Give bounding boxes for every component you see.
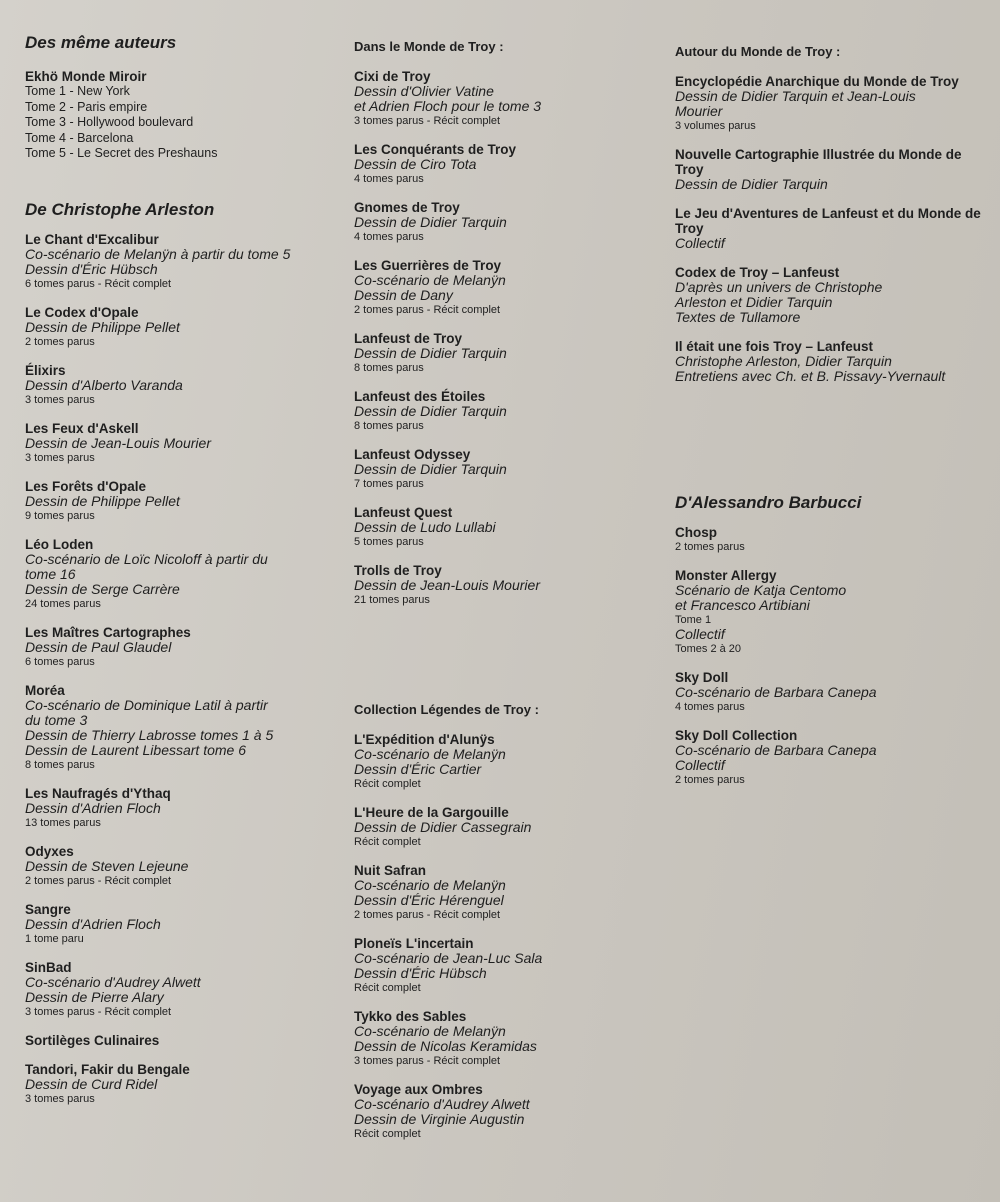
credit-line: Dessin d'Éric Cartier	[354, 761, 482, 777]
book-entry	[354, 505, 664, 549]
section-heading: Dans le Monde de Troy :	[354, 39, 504, 54]
volume-status: 4 tomes parus	[354, 173, 424, 185]
book-title: Le Chant d'Excalibur	[25, 232, 159, 247]
volume-status: 21 tomes parus	[354, 594, 430, 606]
book-title: Sortilèges Culinaires	[25, 1033, 160, 1048]
book-entry	[354, 447, 664, 491]
book-title: Monster Allergy	[675, 568, 777, 583]
book-entry	[25, 902, 345, 946]
credit-line: Co-scénario d'Audrey Alwett	[354, 1096, 530, 1112]
book-entry	[675, 74, 990, 133]
credit-line: Dessin de Philippe Pellet	[25, 319, 180, 335]
book-title: Nuit Safran	[354, 863, 427, 878]
book-entry	[25, 625, 345, 669]
book-title: Sky Doll Collection	[675, 728, 798, 743]
credit-line: Dessin de Philippe Pellet	[25, 493, 180, 509]
book-entry	[25, 421, 345, 465]
book-title: L'Heure de la Gargouille	[354, 805, 509, 820]
book-entry	[675, 670, 990, 714]
volume-status: Récit complet	[354, 1128, 421, 1140]
credit-line: Co-scénario d'Audrey Alwett	[25, 974, 201, 990]
book-title: Lanfeust Quest	[354, 505, 453, 520]
credit-line: Entretiens avec Ch. et B. Pissavy-Yvernault	[675, 368, 946, 384]
book-title: Les Maîtres Cartographes	[25, 625, 191, 640]
book-entry	[675, 206, 990, 251]
section-barbucci	[675, 493, 990, 801]
book-title: Encyclopédie Anarchique du Monde de Troy	[675, 74, 959, 89]
series-title: Ekhö Monde Miroir	[25, 69, 147, 84]
credit-line: Dessin de Didier Tarquin et Jean-Louis	[675, 88, 916, 104]
volume-status: 13 tomes parus	[25, 817, 101, 829]
volume-status: 4 tomes parus	[354, 231, 424, 243]
book-entry	[25, 479, 345, 523]
credit-line: Dessin de Didier Tarquin	[354, 345, 507, 361]
credit-line: Dessin de Jean-Louis Mourier	[25, 435, 211, 451]
credit-line: Dessin d'Éric Hübsch	[25, 261, 158, 277]
volume-status: 3 tomes parus	[25, 452, 95, 464]
book-entry	[25, 232, 345, 291]
book-title: Cixi de Troy	[354, 69, 431, 84]
credit-line: Scénario de Katja Centomo	[675, 582, 847, 598]
book-title: Codex de Troy – Lanfeust	[675, 265, 840, 280]
book-entry	[354, 200, 664, 244]
book-title: Il était une fois Troy – Lanfeust	[675, 339, 874, 354]
volume-status: 1 tome paru	[25, 933, 84, 945]
book-title: Odyxes	[25, 844, 74, 859]
volume-status: 3 tomes parus - Récit complet	[25, 1006, 172, 1018]
book-title: Le Codex d'Opale	[25, 305, 139, 320]
section-heading: De Christophe Arleston	[25, 200, 215, 219]
volume-status: 8 tomes parus	[354, 420, 424, 432]
volume-status: 3 tomes parus	[25, 394, 95, 406]
book-entry	[25, 537, 345, 611]
volume-status: 2 tomes parus	[675, 774, 745, 786]
book-title: Trolls de Troy	[354, 563, 442, 578]
credit-line: Dessin de Serge Carrère	[25, 581, 180, 597]
credit-line: et Francesco Artibiani	[675, 597, 810, 613]
book-title: Élixirs	[25, 363, 66, 378]
book-title: Léo Loden	[25, 537, 94, 552]
credit-line: Dessin de Curd Ridel	[25, 1076, 158, 1092]
credit-line: Dessin d'Éric Hübsch	[354, 965, 487, 981]
credit-line: Dessin de Ludo Lullabi	[354, 519, 496, 535]
section-heading: Des même auteurs	[25, 33, 177, 52]
credit-line: Dessin d'Alberto Varanda	[25, 377, 183, 393]
tome-line: Tome 4 - Barcelona	[25, 130, 134, 145]
book-entry	[25, 844, 345, 888]
book-title: Voyage aux Ombres	[354, 1082, 483, 1097]
credit-line: Dessin d'Adrien Floch	[25, 916, 161, 932]
book-entry	[354, 1009, 664, 1068]
volume-status: 8 tomes parus	[354, 362, 424, 374]
book-entry	[25, 683, 345, 772]
book-title: Moréa	[25, 683, 65, 698]
book-entry	[675, 265, 990, 325]
book-entry	[354, 936, 664, 995]
book-title: Le Jeu d'Aventures de Lanfeust et du Monde de Troy	[675, 206, 981, 236]
book-entry	[354, 331, 664, 375]
book-title: Les Conquérants de Troy	[354, 142, 517, 157]
credit-line: Dessin d'Adrien Floch	[25, 800, 161, 816]
book-title: Chosp	[675, 525, 717, 540]
book-title: Sky Doll	[675, 670, 729, 685]
book-entry	[354, 732, 664, 791]
book-title: Tandori, Fakir du Bengale	[25, 1062, 190, 1077]
volume-status: 2 tomes parus - Récit complet	[354, 304, 501, 316]
credit-line: Dessin d'Olivier Vatine	[354, 83, 494, 99]
credit-line: Co-scénario de Melanÿn	[354, 746, 506, 762]
section-arleston	[25, 200, 345, 1120]
book-entry	[354, 1082, 664, 1141]
book-title: Les Feux d'Askell	[25, 421, 139, 436]
book-entry	[25, 363, 345, 407]
credit-line: Dessin de Didier Tarquin	[354, 461, 507, 477]
credit-line: Textes de Tullamore	[675, 309, 801, 325]
credit-line: Dessin de Didier Tarquin	[675, 176, 828, 192]
credit-line: et Adrien Floch pour le tome 3	[354, 98, 542, 114]
credit-line: Co-scénario de Loïc Nicoloff à partir du	[25, 551, 268, 567]
credit-line: Dessin de Laurent Libessart tome 6	[25, 742, 247, 758]
credit-line: Dessin de Pierre Alary	[25, 989, 164, 1005]
tome-line: Tome 2 - Paris empire	[25, 99, 148, 114]
credit-line: Dessin de Didier Cassegrain	[354, 819, 532, 835]
book-entry	[354, 142, 664, 186]
credit-line: Dessin de Didier Tarquin	[354, 403, 507, 419]
book-entry	[354, 389, 664, 433]
volume-status: 3 tomes parus - Récit complet	[354, 115, 501, 127]
book-entry	[25, 305, 345, 349]
tome-line: Tome 5 - Le Secret des Preshauns	[25, 146, 218, 160]
credit-line: Collectif	[675, 757, 725, 773]
book-title: Lanfeust Odyssey	[354, 447, 471, 462]
volume-status: Récit complet	[354, 836, 421, 848]
credit-line: Co-scénario de Barbara Canepa	[675, 684, 877, 700]
credit-line: Co-scénario de Barbara Canepa	[675, 742, 877, 758]
book-entry	[25, 786, 345, 830]
credit-line: Dessin de Didier Tarquin	[354, 214, 507, 230]
book-entry	[354, 258, 664, 317]
section-heading: Autour du Monde de Troy :	[675, 44, 841, 59]
volume-status: 3 tomes parus - Récit complet	[354, 1055, 501, 1067]
credit-line: Collectif	[675, 626, 725, 642]
volume-status: 7 tomes parus	[354, 478, 424, 490]
credit-line: Dessin de Jean-Louis Mourier	[354, 577, 540, 593]
book-title: Tykko des Sables	[354, 1009, 467, 1024]
credit-line: Arleston et Didier Tarquin	[675, 294, 833, 310]
credit-line: Dessin d'Éric Hérenguel	[354, 892, 504, 908]
book-entry	[354, 563, 664, 607]
credit-line: Co-scénario de Jean-Luc Sala	[354, 950, 543, 966]
credit-line: Collectif	[675, 235, 725, 251]
volume-status: 2 tomes parus	[675, 541, 745, 553]
volume-status: 4 tomes parus	[675, 701, 745, 713]
book-title: Sangre	[25, 902, 71, 917]
credit-line: Dessin de Steven Lejeune	[25, 858, 189, 874]
volume-status: 3 volumes parus	[675, 120, 756, 132]
book-entry	[25, 1062, 345, 1106]
tome-line: Tome 1 - New York	[25, 84, 130, 98]
volume-status: 24 tomes parus	[25, 598, 101, 610]
book-entry	[25, 960, 345, 1019]
section-heading: Collection Légendes de Troy :	[354, 702, 539, 717]
book-entry	[25, 1033, 345, 1048]
book-entry	[354, 805, 664, 849]
volume-status: 9 tomes parus	[25, 510, 95, 522]
book-entry	[354, 863, 664, 922]
credit-line: D'après un univers de Christophe	[675, 279, 883, 295]
credit-line: Dessin de Virginie Augustin	[354, 1111, 525, 1127]
book-title: Lanfeust de Troy	[354, 331, 463, 346]
credit-line: Dessin de Dany	[354, 287, 453, 303]
book-entry	[675, 339, 990, 384]
book-title: Nouvelle Cartographie Illustrée du Monde de Troy	[675, 147, 962, 177]
volume-status: Récit complet	[354, 778, 421, 790]
book-entry	[675, 728, 990, 787]
book-title: Gnomes de Troy	[354, 200, 460, 215]
book-title: L'Expédition d'Alunÿs	[354, 732, 495, 747]
section-autour-monde-de-troy	[675, 44, 990, 398]
volume-status: 8 tomes parus	[25, 759, 95, 771]
book-entry	[675, 525, 990, 554]
book-title: Lanfeust des Étoiles	[354, 389, 486, 404]
book-entry	[675, 147, 990, 192]
book-title: Les Guerrières de Troy	[354, 258, 502, 273]
volume-status: 6 tomes parus	[25, 656, 95, 668]
credit-line: Mourier	[675, 103, 723, 119]
credit-line: Christophe Arleston, Didier Tarquin	[675, 353, 892, 369]
volume-status: Récit complet	[354, 982, 421, 994]
credit-line: Dessin de Ciro Tota	[354, 156, 477, 172]
tome-line: Tome 3 - Hollywood boulevard	[25, 115, 194, 129]
book-entry	[354, 69, 664, 128]
credit-line: Dessin de Paul Glaudel	[25, 639, 172, 655]
volume-status: 2 tomes parus	[25, 336, 95, 348]
section-monde-de-troy	[354, 39, 664, 621]
book-title: Les Forêts d'Opale	[25, 479, 146, 494]
volume-status: 6 tomes parus - Récit complet	[25, 278, 172, 290]
credit-line: Dessin de Thierry Labrosse tomes 1 à 5	[25, 727, 274, 743]
credit-line: du tome 3	[25, 712, 88, 728]
volume-status: 5 tomes parus	[354, 536, 424, 548]
credit-line: Co-scénario de Melanÿn	[354, 1023, 506, 1039]
credit-line: Co-scénario de Melanÿn à partir du tome 5	[25, 246, 291, 262]
book-title: SinBad	[25, 960, 72, 975]
credit-line: Co-scénario de Melanÿn	[354, 877, 506, 893]
book-title: Les Naufragés d'Ythaq	[25, 786, 171, 801]
volume-status: 2 tomes parus - Récit complet	[354, 909, 501, 921]
volume-status: 2 tomes parus - Récit complet	[25, 875, 172, 887]
credit-line: Co-scénario de Dominique Latil à partir	[25, 697, 268, 713]
section-heading: D'Alessandro Barbucci	[675, 493, 862, 512]
book-entry	[675, 568, 990, 656]
credit-line: Dessin de Nicolas Keramidas	[354, 1038, 537, 1054]
section-meme-auteurs	[25, 33, 345, 162]
volume-status: Tome 1	[675, 614, 712, 626]
volume-status: 3 tomes parus	[25, 1093, 95, 1105]
book-title: Ploneïs L'incertain	[354, 936, 474, 951]
section-legendes-de-troy	[354, 702, 664, 1155]
volume-status: Tomes 2 à 20	[675, 643, 742, 655]
credit-line: tome 16	[25, 566, 76, 582]
credit-line: Co-scénario de Melanÿn	[354, 272, 506, 288]
